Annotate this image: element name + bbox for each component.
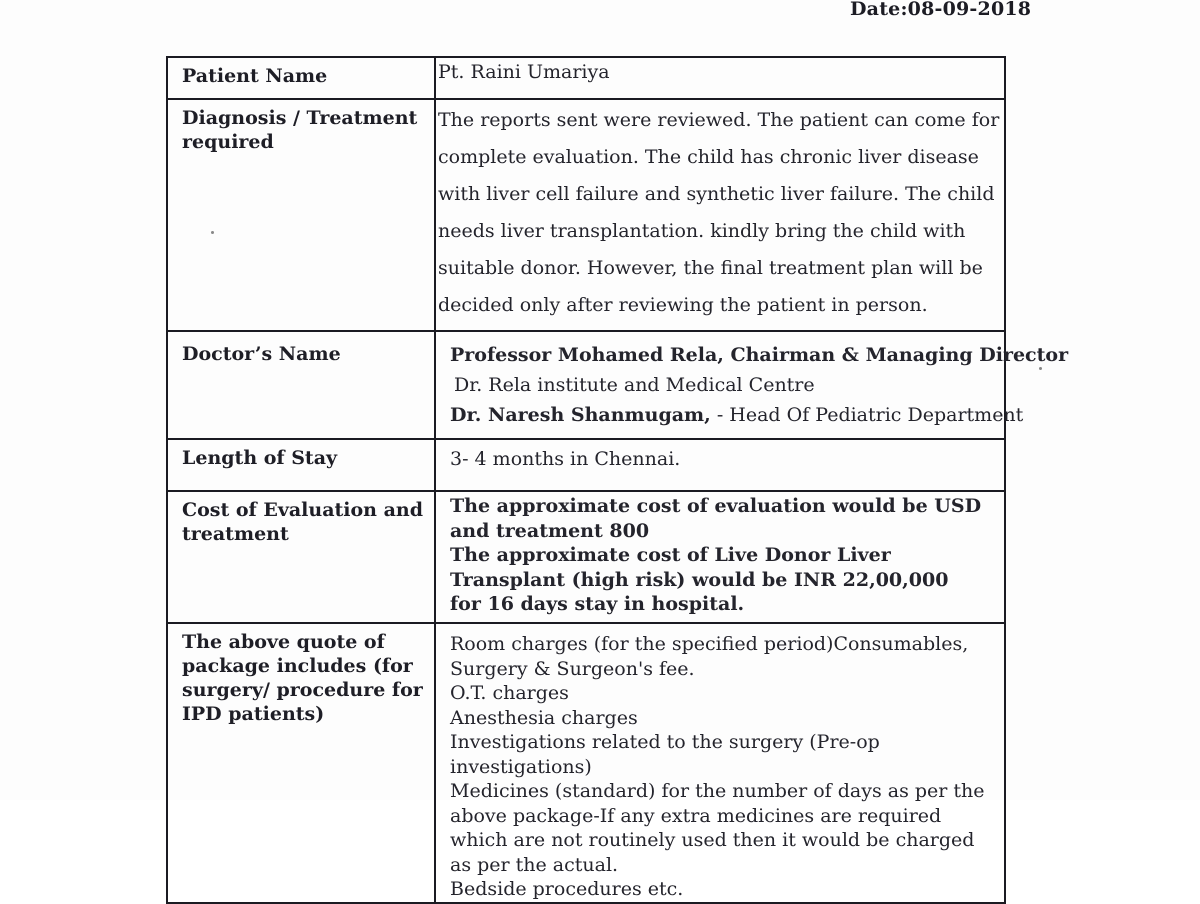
includes-item: O.T. charges xyxy=(450,682,569,704)
table-row-patient-name xyxy=(167,57,1005,99)
patient-name-value: Pt. Raini Umariya xyxy=(435,57,1005,99)
diagnosis-value: The reports sent were reviewed. The patient can come for complete evaluation. The child has chronic liver disease with liver cell failure and synthetic liver failure. The child needs liver transplantation. kindly bring the child with suitable donor. However, the final treatment plan will be decided only after reviewing the patient in person. xyxy=(435,99,1005,331)
table-row-doctor xyxy=(167,331,1005,439)
stay-label: Length of Stay xyxy=(167,439,435,491)
includes-label: The above quote of package includes (for surgery/ procedure for IPD patients) xyxy=(167,623,435,903)
includes-item: Room charges (for the specified period)Consumables, Surgery & Surgeon's fee. xyxy=(450,633,969,680)
cost-value xyxy=(435,491,1005,623)
table-row-package-includes xyxy=(167,623,1005,903)
patient-name-label: Patient Name xyxy=(167,57,435,99)
doctor-secondary-title: - Head Of Pediatric Department xyxy=(710,404,1024,426)
diagnosis-label: Diagnosis / Treatment required xyxy=(167,99,435,331)
includes-item: Anesthesia charges xyxy=(450,706,638,729)
institute-line: Dr. Rela institute and Medical Centre xyxy=(454,374,815,396)
table-row-diagnosis xyxy=(167,99,1005,331)
cost-transplant-line: The approximate cost of Live Donor Liver Transplant (high risk) would be INR 22,00,000 for 16 days stay in hospital. xyxy=(450,544,949,615)
includes-item: Medicines (standard) for the number of days as per the above package-If any extra medicines are required which are not routinely used then it would be charged as per the actual. xyxy=(450,780,985,876)
treatment-summary-table xyxy=(166,56,1069,904)
cost-label: Cost of Evaluation and treatment xyxy=(167,491,435,623)
cost-evaluation-line: The approximate cost of evaluation would be USD and treatment 800 xyxy=(450,495,982,542)
includes-item: Investigations related to the surgery (Pre-op investigations) xyxy=(450,731,880,778)
table-row-cost xyxy=(167,491,1005,623)
includes-item: Bedside procedures etc. xyxy=(450,878,684,900)
includes-value xyxy=(435,623,1005,903)
doctor-primary-line: Professor Mohamed Rela, Chairman & Managing Director xyxy=(450,344,1069,366)
stay-value: 3- 4 months in Chennai. xyxy=(435,439,1005,491)
doctor-secondary-name: Dr. Naresh Shanmugam, xyxy=(450,404,711,426)
doctor-value xyxy=(435,331,1069,439)
scan-speck xyxy=(1039,367,1042,370)
table-row-length-of-stay xyxy=(167,439,1005,491)
doctor-secondary-line xyxy=(450,400,1024,430)
document-date: Date:08-09-2018 xyxy=(850,0,1032,20)
doctor-label: Doctor’s Name xyxy=(167,331,435,439)
